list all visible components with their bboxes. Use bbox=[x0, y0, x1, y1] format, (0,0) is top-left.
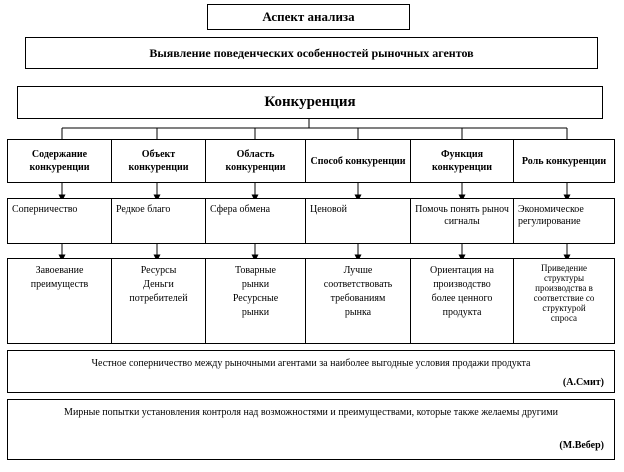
level2-area-line: рынки bbox=[241, 279, 270, 290]
quote-weber-box bbox=[7, 399, 615, 460]
level2-content bbox=[7, 258, 112, 344]
level2-method-line: требованиям bbox=[330, 293, 386, 304]
level2-area-line: Ресурсные bbox=[232, 293, 279, 304]
level2-area-line: Товарные bbox=[235, 265, 276, 276]
level2-object-line: Ресурсы bbox=[140, 265, 177, 276]
level1-role: Экономическое регулирование bbox=[513, 198, 615, 244]
level2-role-line: структуры bbox=[543, 273, 585, 283]
level2-function bbox=[410, 258, 514, 344]
quote-smith-author: (А.Смит) bbox=[562, 377, 604, 388]
level2-content-line: преимуществ bbox=[30, 279, 89, 290]
quote-smith-box bbox=[7, 350, 615, 393]
level1-function: Помочь понять рыноч сигналы bbox=[410, 198, 514, 244]
level2-role-line: соответствие со bbox=[533, 293, 595, 303]
level2-function-line: производство bbox=[433, 279, 491, 290]
level2-function-line: продукта bbox=[442, 307, 482, 318]
level1-method: Ценовой bbox=[305, 198, 411, 244]
level2-role-line: Приведение bbox=[540, 263, 588, 273]
quote-smith-text: Честное соперничество между рыночными агентами за наиболее выгодные условия продажи продукта bbox=[91, 358, 531, 369]
level2-area bbox=[205, 258, 306, 344]
level2-method-line: рынка bbox=[344, 307, 372, 318]
level2-function-line: Ориентация на bbox=[430, 265, 494, 276]
quote-weber-author: (М.Вебер) bbox=[559, 440, 604, 451]
level1-content: Соперничество bbox=[7, 198, 112, 244]
level1-area: Сфера обмена bbox=[205, 198, 306, 244]
quote-weber-text: Мирные попытки установления контроля над возможностями и преимуществами, которые также желаемы другими bbox=[64, 407, 558, 418]
level2-method-line: соответствовать bbox=[323, 279, 393, 290]
identification-box: Выявление поведенческих особенностей рыночных агентов bbox=[25, 37, 598, 69]
level2-role bbox=[513, 258, 615, 344]
level1-object: Редкое благо bbox=[111, 198, 206, 244]
aspect-box: Аспект анализа bbox=[207, 4, 410, 30]
header-area: Область конкуренции bbox=[205, 139, 306, 183]
level2-role-line: производства в bbox=[535, 283, 593, 293]
level2-object bbox=[111, 258, 206, 344]
level2-object-line: Деньги bbox=[143, 279, 174, 290]
header-function: Функция конкуренции bbox=[410, 139, 514, 183]
level2-content-line: Завоевание bbox=[35, 265, 84, 276]
level2-method bbox=[305, 258, 411, 344]
header-role: Роль конкуренции bbox=[513, 139, 615, 183]
header-method: Способ конкуренции bbox=[305, 139, 411, 183]
level2-method-line: Лучше bbox=[343, 265, 373, 276]
level2-role-line: спроса bbox=[550, 313, 578, 323]
header-object: Объект конкуренции bbox=[111, 139, 206, 183]
level2-object-line: потребителей bbox=[129, 293, 188, 304]
level2-role-line: структурой bbox=[542, 303, 586, 313]
header-content: Содержание конкуренции bbox=[7, 139, 112, 183]
competition-box: Конкуренция bbox=[17, 86, 603, 119]
level2-area-line: рынки bbox=[241, 307, 270, 318]
level2-function-line: более ценного bbox=[431, 293, 493, 304]
